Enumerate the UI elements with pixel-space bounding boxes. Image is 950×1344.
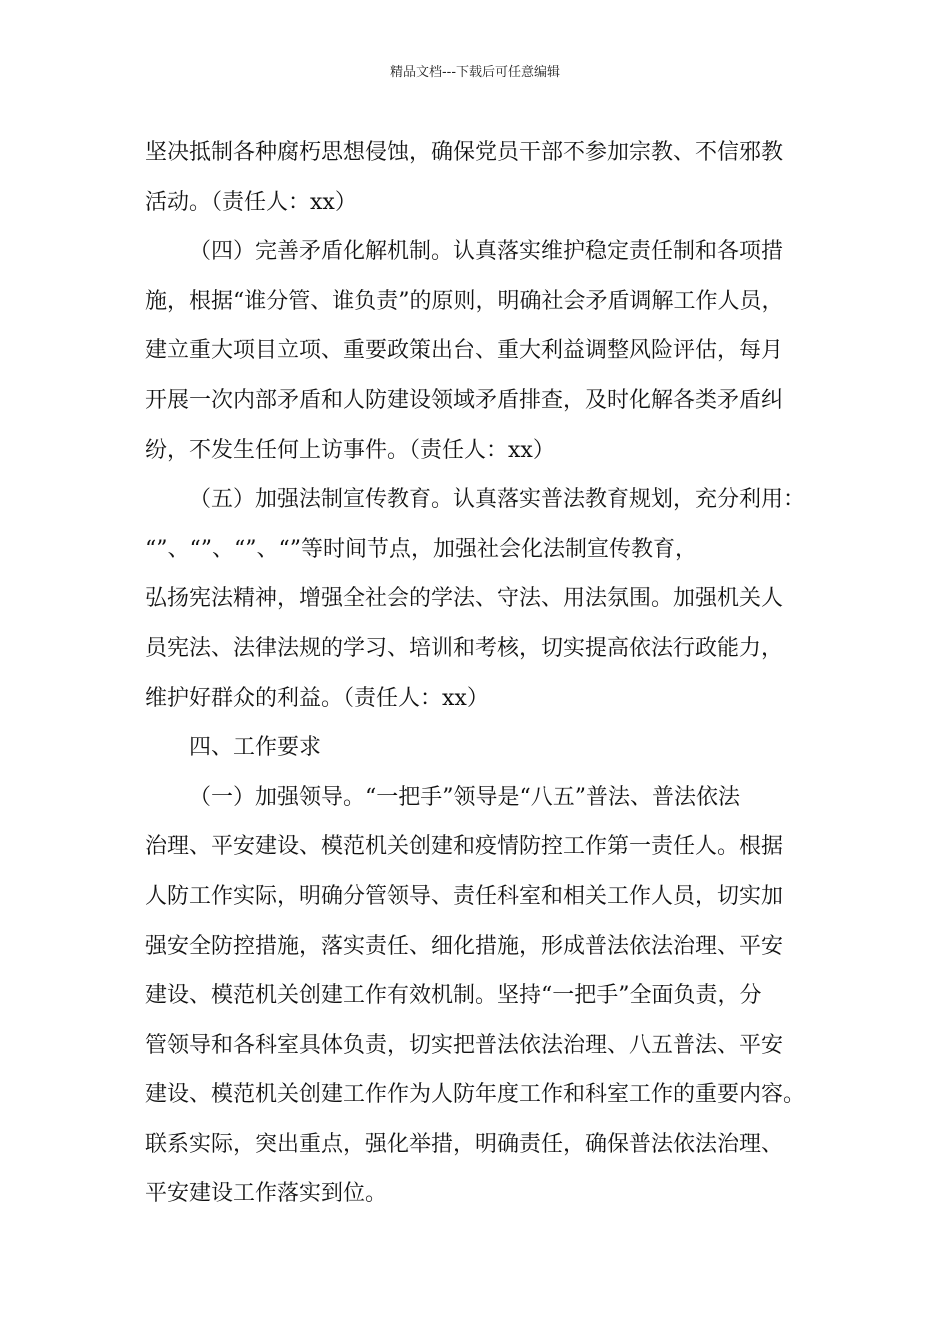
text-line: 员宪法、法律法规的学习、培训和考核，切实提高依法行政能力， xyxy=(145,635,784,661)
text-line: 建设、模范机关创建工作有效机制。坚持“一把手”全面负责，分 xyxy=(145,983,762,1009)
text-line: 弘扬宪法精神，增强全社会的学法、守法、用法氛围。加强机关人 xyxy=(145,586,784,612)
text-line: “”、“”、“”、“”等时间节点，加强社会化法制宣传教育， xyxy=(145,536,697,562)
document-body xyxy=(145,128,825,1219)
text-line: 活动。（责任人：xx） xyxy=(145,189,357,215)
text-line: 人防工作实际，明确分管领导、责任科室和相关工作人员，切实加 xyxy=(145,883,784,909)
text-line: 管领导和各科室具体负责，切实把普法依法治理、八五普法、平安 xyxy=(145,1032,784,1058)
text-line: 开展一次内部矛盾和人防建设领域矛盾排查，及时化解各类矛盾纠 xyxy=(145,387,784,413)
text-line: 坚决抵制各种腐朽思想侵蚀，确保党员干部不参加宗教、不信邪教 xyxy=(145,140,784,165)
text-line: 建立重大项目立项、重要政策出台、重大利益调整风险评估，每月 xyxy=(145,338,784,364)
text-line: 四、工作要求 xyxy=(189,735,322,761)
text-line: 联系实际，突出重点，强化举措，明确责任，确保普法依法治理、 xyxy=(145,1131,784,1157)
text-line: 施，根据“谁分管、谁负责”的原则，明确社会矛盾调解工作人员， xyxy=(145,288,784,314)
text-line: （五）加强法制宣传教育。认真落实普法教育规划，充分利用： xyxy=(189,487,806,513)
page-header: 精品文档---下载后可任意编辑 xyxy=(389,65,561,80)
text-line: 维护好群众的利益。（责任人：xx） xyxy=(145,685,489,711)
text-line: 强安全防控措施，落实责任、细化措施，形成普法依法治理、平安 xyxy=(145,933,784,959)
text-line: 建设、模范机关创建工作作为人防年度工作和科室工作的重要内容。 xyxy=(145,1082,806,1108)
text-line: （四）完善矛盾化解机制。认真落实维护稳定责任制和各项措 xyxy=(189,239,784,265)
text-line: （一）加强领导。“一把手”领导是“八五”普法、普法依法 xyxy=(189,784,740,810)
text-line: 治理、平安建设、模范机关创建和疫情防控工作第一责任人。根据 xyxy=(145,834,784,860)
text-line: 纷，不发生任何上访事件。（责任人：xx） xyxy=(145,437,555,463)
text-line: 平安建设工作落实到位。 xyxy=(145,1181,388,1207)
